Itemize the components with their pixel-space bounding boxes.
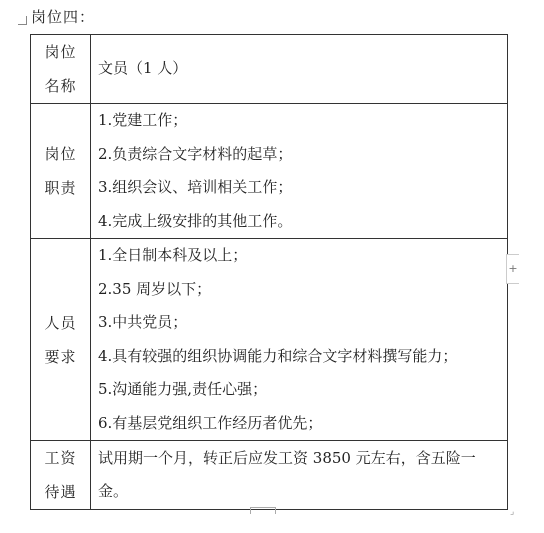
label-line: 待遇 bbox=[44, 483, 77, 501]
section-heading: 岗位四： bbox=[31, 8, 96, 26]
value-cell bbox=[91, 35, 508, 104]
label-cell bbox=[31, 441, 91, 510]
label-cell bbox=[31, 104, 91, 239]
value-line: 3.中共党员； bbox=[98, 313, 188, 331]
label-line: 工资 bbox=[44, 449, 77, 467]
label-cell bbox=[31, 239, 91, 441]
table-row-salary bbox=[31, 441, 508, 510]
label-line: 岗位 bbox=[44, 145, 77, 163]
table-corner-handle[interactable]: ⌟ bbox=[510, 507, 515, 517]
table-row-requirements bbox=[31, 239, 508, 441]
value-cell bbox=[91, 239, 508, 441]
table-resize-handle[interactable] bbox=[250, 507, 276, 514]
value-line: 2.负责综合文字材料的起草； bbox=[98, 144, 293, 163]
add-column-button[interactable]: + bbox=[506, 254, 519, 284]
label-line: 要求 bbox=[44, 347, 77, 366]
label-cell bbox=[31, 35, 91, 104]
value-line: 文员（1 人） bbox=[98, 59, 188, 78]
value-cell bbox=[91, 104, 508, 239]
label-line: 名称 bbox=[44, 77, 77, 95]
job-table bbox=[30, 34, 508, 510]
value-cell bbox=[91, 441, 508, 510]
value-line: 3.组织会议、培训相关工作； bbox=[98, 178, 293, 196]
value-line: 1.全日制本科及以上； bbox=[98, 246, 248, 264]
value-line: 2.35 周岁以下； bbox=[98, 279, 212, 298]
label-line: 人员 bbox=[44, 313, 77, 332]
corner-mark bbox=[18, 16, 27, 25]
label-line: 岗位 bbox=[44, 43, 77, 61]
value-line: 5.沟通能力强,责任心强； bbox=[98, 380, 268, 398]
value-text: 试用期一个月，转正后应发工资 3850 元左右，含五险一金。 bbox=[98, 449, 476, 500]
value-line: 6.有基层党组织工作经历者优先； bbox=[98, 413, 323, 432]
value-line: 4.完成上级安排的其他工作。 bbox=[98, 211, 293, 230]
table-row-duties bbox=[31, 104, 508, 239]
table-row-position-name bbox=[31, 35, 508, 104]
value-line: 1.党建工作； bbox=[98, 111, 188, 129]
label-line: 职责 bbox=[44, 179, 77, 197]
value-line: 4.具有较强的组织协调能力和综合文字材料撰写能力； bbox=[98, 346, 458, 365]
